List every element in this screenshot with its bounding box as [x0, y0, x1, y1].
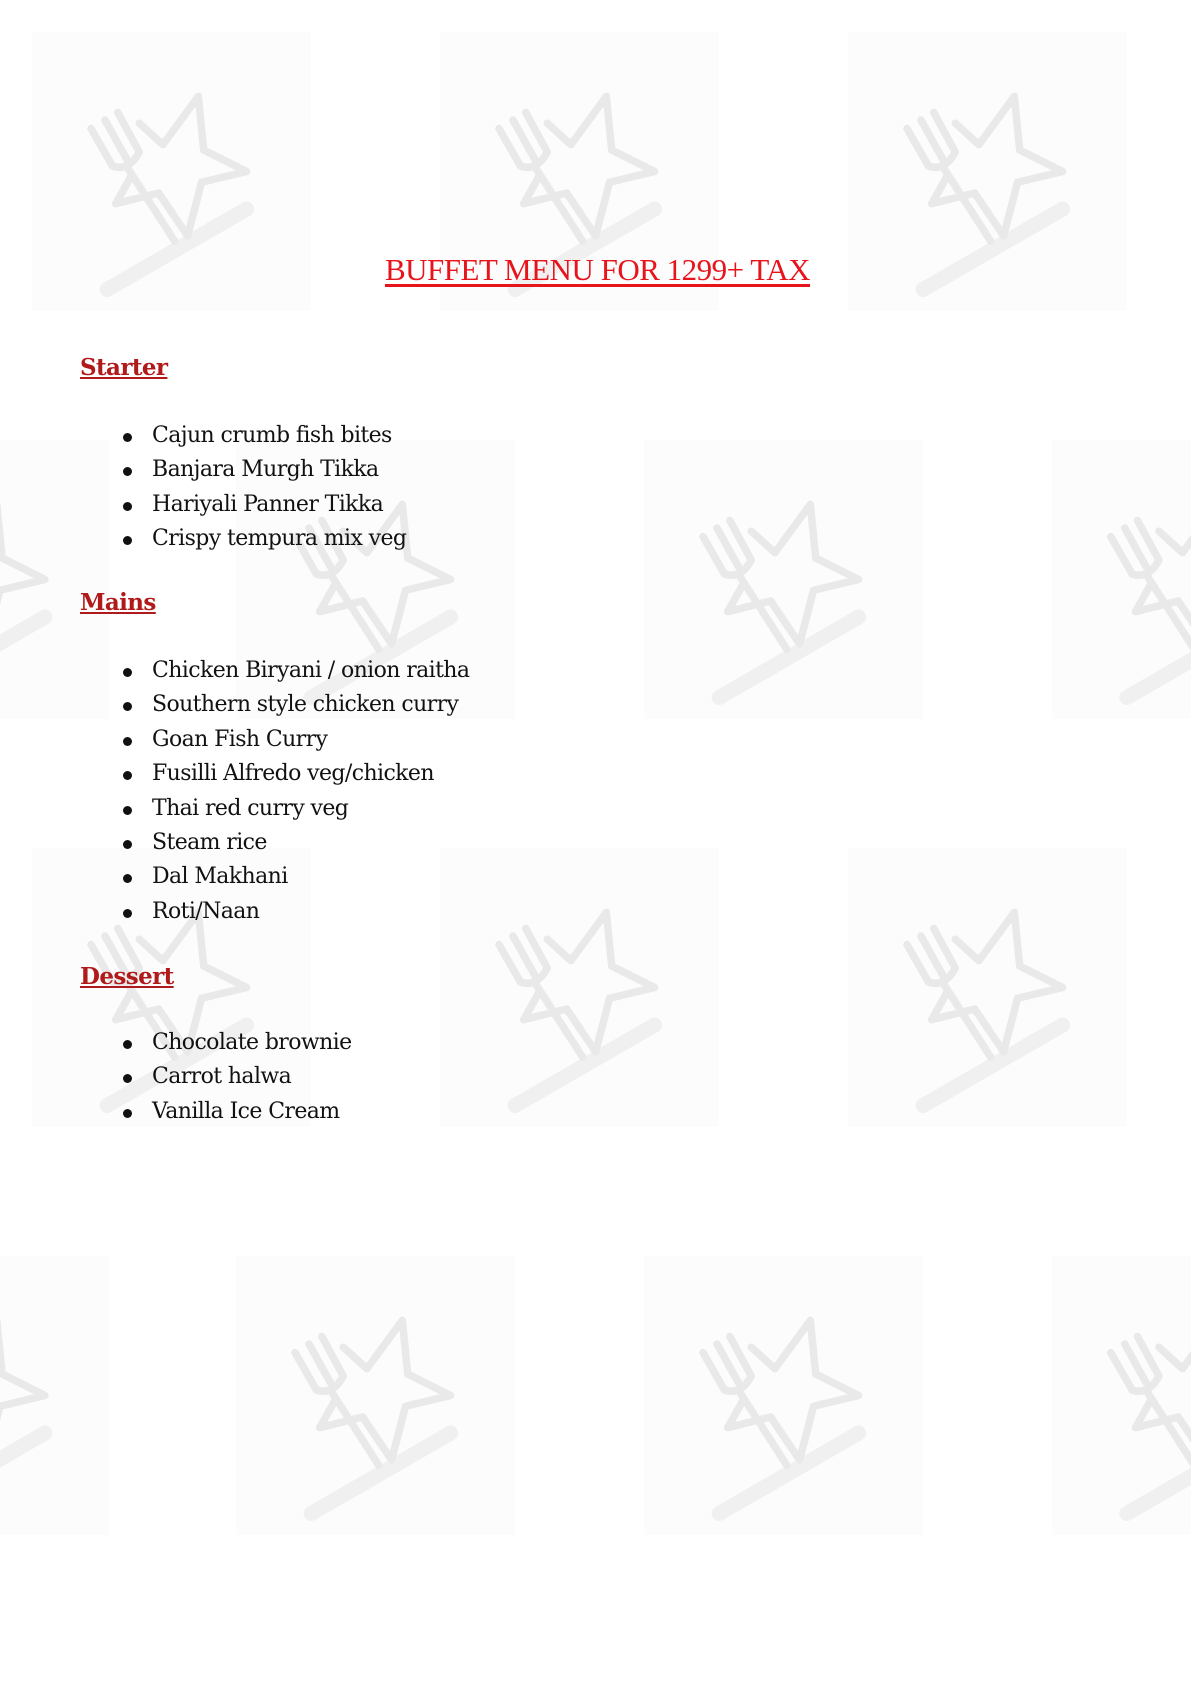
bullet-icon [123, 502, 132, 511]
bullet-icon [123, 874, 132, 883]
menu-item [123, 828, 469, 862]
bullet-icon [123, 668, 132, 677]
bullet-icon [123, 737, 132, 746]
bullet-icon [123, 433, 132, 442]
menu-item-label: Roti/Naan [152, 898, 260, 924]
menu-item-label: Vanilla Ice Cream [152, 1098, 340, 1124]
mains-list [123, 656, 469, 931]
section-heading: Dessert [80, 963, 174, 990]
bullet-icon [123, 909, 132, 918]
menu-item-label: Goan Fish Curry [152, 726, 328, 752]
menu-item-label: Southern style chicken curry [152, 692, 459, 718]
menu-item [123, 656, 469, 690]
restaurant-guru-watermark-icon [1052, 440, 1191, 719]
bullet-icon [123, 840, 132, 849]
menu-item [123, 897, 469, 931]
menu-item [123, 524, 406, 558]
menu-item-label: Steam rice [152, 829, 267, 855]
bullet-icon [123, 771, 132, 780]
restaurant-guru-watermark-icon [0, 440, 109, 719]
section-heading: Starter [80, 354, 168, 381]
restaurant-guru-watermark-icon [644, 1256, 923, 1535]
starter-list [123, 421, 406, 559]
menu-item [123, 759, 469, 793]
menu-item-label: Carrot halwa [152, 1064, 292, 1090]
bullet-icon [123, 1074, 132, 1083]
restaurant-guru-watermark-icon [236, 1256, 515, 1535]
bullet-icon [123, 806, 132, 815]
menu-item-label: Chocolate brownie [152, 1030, 352, 1055]
menu-item [123, 490, 406, 524]
section-dessert [80, 963, 352, 1124]
bullet-icon [123, 702, 132, 711]
menu-item [123, 862, 469, 896]
bullet-icon [123, 467, 132, 476]
restaurant-guru-watermark-icon [644, 440, 923, 719]
restaurant-guru-watermark-icon [440, 848, 719, 1127]
menu-item-label: Fusilli Alfredo veg/chicken [152, 761, 434, 787]
menu-item [123, 794, 469, 828]
menu-item-label: Thai red curry veg [152, 795, 349, 821]
menu-item [123, 1062, 352, 1096]
menu-item [123, 455, 406, 489]
menu-item-label: Dal Makhani [152, 864, 288, 890]
menu-title-text: BUFFET MENU FOR 1299+ TAX [384, 252, 811, 287]
menu-item-label: Hariyali Panner Tikka [152, 491, 384, 517]
restaurant-guru-watermark-icon [848, 848, 1127, 1127]
section-starter [80, 354, 407, 552]
menu-item-label: Banjara Murgh Tikka [152, 457, 379, 483]
menu-item [123, 690, 469, 724]
menu-title [0, 252, 1191, 288]
menu-item [123, 725, 469, 759]
menu-item [123, 1028, 352, 1062]
dessert-list [123, 1028, 352, 1131]
restaurant-guru-watermark-icon [0, 1256, 109, 1535]
restaurant-guru-watermark-icon [1052, 1256, 1191, 1535]
menu-item [123, 421, 406, 455]
menu-item-label: Chicken Biryani / onion raitha [152, 658, 470, 683]
section-mains [80, 589, 470, 924]
bullet-icon [123, 536, 132, 545]
menu-item-label: Crispy tempura mix veg [152, 526, 407, 552]
section-heading: Mains [80, 589, 156, 616]
menu-item-label: Cajun crumb fish bites [152, 423, 392, 448]
bullet-icon [123, 1109, 132, 1118]
bullet-icon [123, 1040, 132, 1049]
menu-item [123, 1097, 352, 1131]
